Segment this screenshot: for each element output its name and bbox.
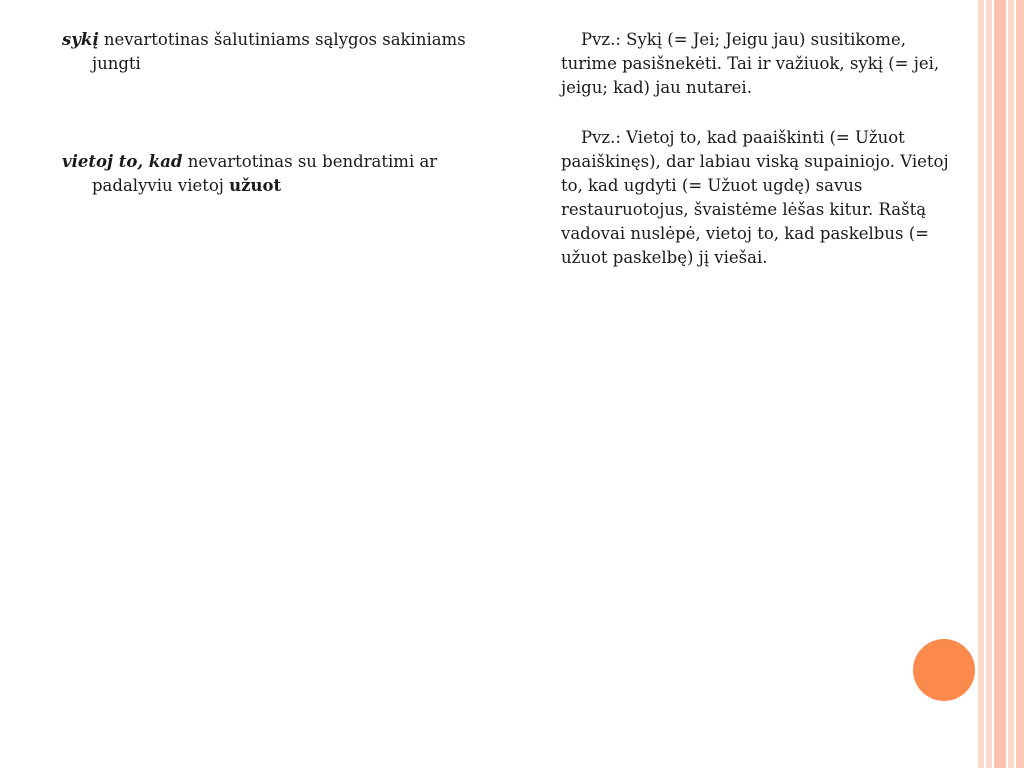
term-vietoj-to-kad	[62, 150, 502, 198]
term-replacement: užuot	[229, 176, 282, 195]
decorative-stripe	[994, 0, 1006, 768]
term-keyword: vietoj to, kad	[62, 152, 183, 171]
decorative-stripe	[1008, 0, 1014, 768]
examples-column	[561, 28, 961, 270]
decorative-stripe	[1016, 0, 1024, 768]
term-syki	[62, 28, 502, 76]
example-vietoj-to-kad: Pvz.: Vietoj to, kad paaiškinti (= Užuot paaiškinęs), dar labiau viską supainiojo. Vietoj to, kad ugdyti (= Užuot ugdę) savus restauruotojus, švaistėme lėšas kitur. Raštą vadovai nuslėpė, vietoj to, kad paskelbus (= užuot paskelbę) jį viešai.	[561, 128, 949, 267]
term-description: nevartotinas su bendratimi ar padalyviu vietoj	[92, 152, 438, 195]
decorative-circle	[913, 639, 975, 701]
term-keyword: sykį	[62, 30, 99, 49]
decorative-stripe	[986, 0, 992, 768]
terms-column	[62, 28, 502, 198]
example-syki: Pvz.: Sykį (= Jei; Jeigu jau) susitikome, turime pasišnekėti. Tai ir važiuok, sykį (= jei, jeigu; kad) jau nutarei.	[561, 30, 940, 97]
term-description: nevartotinas šalutiniams sąlygos sakiniams jungti	[92, 30, 466, 73]
decorative-stripe	[978, 0, 984, 768]
